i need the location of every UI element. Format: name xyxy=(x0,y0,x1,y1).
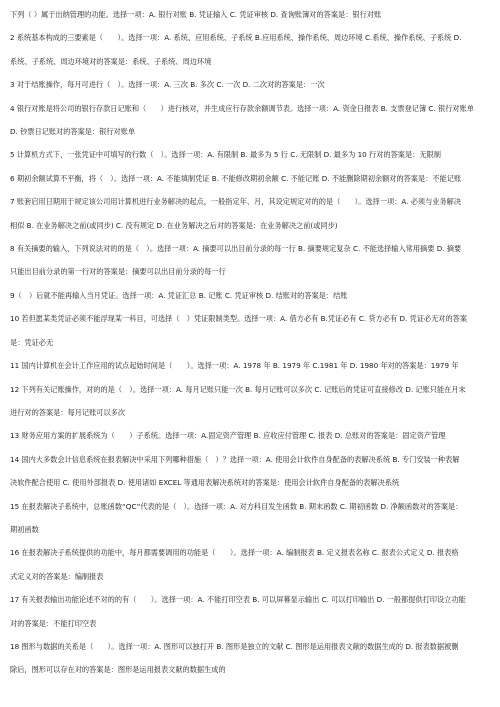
question-item xyxy=(10,588,496,635)
question-line-2: 进行对的答案是：每月记账可以多次 xyxy=(10,407,126,417)
question-item xyxy=(10,307,496,354)
question-line-2: 系统、子系统、周边环境对的答案是：系统、子系统、周边环境 xyxy=(10,56,212,66)
question-line-1: 16 在报表解决子系统提供的功能中，每月都需要调用的功能是（ ）。选择一项：A. 编制报表 B. 定义报表名称 C. 报表公式定义 D. 报表格 xyxy=(10,548,459,558)
question-line-1: 12 下列有关记账操作，对的的是（ ）。选择一项：A. 每月记账只能一次 B. 每月记账可以多次 C. 记账后的凭证可直接修改 D. 记账只能在月末 xyxy=(10,384,466,394)
question-line-1: 下列（ ）属于出纳管理的功能。选择一项：A. 银行对账 B. 凭证输入 C. 凭证审核 D. 查询账簿对的答案是：银行对账 xyxy=(10,10,382,19)
question-line-1: 14 国内大多数会计信息系统在报表解决中采用下列哪种措施（ ）？选择一项：A. 使用会计软件自身配备的表解决系统 B. 专门安装一种表解 xyxy=(10,454,460,464)
question-line-2: 式定义对的答案是：编制报表 xyxy=(10,571,104,581)
question-item xyxy=(10,26,496,73)
question-line-2: 相似 B. 在业务解决之前(或同步) C. 没有规定 D. 在业务解决之后对的答案是：在业务解决之前(或同步) xyxy=(10,220,338,230)
question-line-1: 9（ ）后就不能再输入当月凭证。选择一项：A. 凭证汇总 B. 记账 C. 凭证审核 D. 结账对的答案是：结账 xyxy=(10,290,348,300)
question-line-1: 11 国内计算机在会计工作应用的试点起始时间是（ ）。选择一项：A. 1978 年 B. 1979 年 C.1981 年 D. 1980 年对的答案是：1979 年 xyxy=(10,361,459,371)
question-item xyxy=(10,495,496,542)
question-line-1: 6 期初余额试算不平衡，将（ ）。选择一项：A. 不能填制凭证 B. 不能修改期初余额 C. 不能记账 D. 不能删除期初余额对的答案是：不能记账 xyxy=(10,173,462,183)
question-item xyxy=(10,237,496,284)
question-item xyxy=(10,424,496,447)
question-line-1: 15 在报表解决子系统中，总账函数“QC”代表的是（ ）。选择一项：A. 对方科目发生函数 B. 期末函数 C. 期初函数 D. 净额函数对的答案是： xyxy=(10,501,463,511)
question-item xyxy=(10,541,496,588)
question-line-1: 13 财务应用方案的扩展系统为（ ）子系统。选择一项：A.固定资产管理 B. 应收应付管理 C. 报表 D. 总账对的答案是：固定资产管理 xyxy=(10,431,446,441)
question-item xyxy=(10,448,496,495)
question-line-2: D. 钞票日记账对的答案是：银行对账单 xyxy=(10,127,136,137)
question-item xyxy=(10,378,496,425)
question-line-1: 5 计算机方式下，一张凭证中可填写的行数（ ）。选择一项：A. 有限制 B. 最多为 5 行 C. 无限制 D. 最多为 10 行对的答案是：无限制 xyxy=(10,150,441,160)
question-item xyxy=(10,97,496,144)
question-line-1: 3 对于结账操作，每月可进行（ ）。选择一项：A. 三次 B. 多次 C. 一次 D. 二次对的答案是：一次 xyxy=(10,80,325,90)
question-line-1: 2 系统基本构成的三要素是（ ）。选择一项：A. 系统、应用系统、子系统 B.应用系统、操作系统、周边环境 C.系统、操作系统、子系统 D. xyxy=(10,33,462,43)
question-line-1: 4 银行对账是将公司的银行存款日记账和（ ）进行核对，并生成应行存款余额调节表。选择一项：A. 资金日报表 B. 支票登记簿 C. 银行对账单 xyxy=(10,103,474,113)
question-item xyxy=(10,143,496,166)
question-line-1: 18 图形与数据的关系是（ ）。选择一项：A. 图形可以独打开 B. 图形是独立的文献 C. 图形是运用报表文献的数据生成的 D. 报表数据被删 xyxy=(10,641,459,651)
question-line-2: 对的答案是：不能打印空表 xyxy=(10,618,97,628)
question-item xyxy=(10,635,496,682)
question-line-1: 8 有关摘要的输入，下列说法对的的是（ ）。选择一项：A. 摘要可以出目前分录的每一行 B. 摘要规定复杂 C. 不能选择输入常用摘要 D. 摘要 xyxy=(10,244,462,254)
question-line-2: 决软件配合使用 C. 使用外部报表 D. 使用诸如 EXCEL 等通用表解决系统对的答案是：使用会计软件自身配备的表解决系统 xyxy=(10,478,400,488)
question-line-2: 是：凭证必无 xyxy=(10,337,54,347)
question-line-2: 只能出目前分录的第一行对的答案是：摘要可以出目前分录的每一行 xyxy=(10,267,226,277)
question-item xyxy=(10,190,496,237)
question-item xyxy=(10,284,496,307)
question-line-1: 7 账套启用日期用于规定该公司用计算机进行业务解决的起点，一般指定年、月，其设定规定对的的是（ ）。选择一项：A. 必须与业务解决 xyxy=(10,197,462,207)
question-item xyxy=(10,73,496,96)
question-line-2: 除后，图形可以存在对的答案是：图形是运用报表文献的数据生成的 xyxy=(10,665,226,675)
question-item xyxy=(10,167,496,190)
question-item xyxy=(10,354,496,377)
question-line-1: 17 有关报表输出功能论述不对的的有（ ）。选择一项：A. 不能打印空表 B. 可以屏幕显示输出 C. 可以打印输出 D. 一般都提供打印设立功能 xyxy=(10,595,466,605)
question-line-1: 10 若但愿某类凭证必须不能浮现某一科目，可选择（ ）凭证限制类型。选择一项：A. 借方必有 B.凭证必有 C. 贷方必有 D. 凭证必无对的答案 xyxy=(10,314,468,324)
question-line-2: 期初函数 xyxy=(10,524,39,534)
question-item xyxy=(10,3,496,26)
